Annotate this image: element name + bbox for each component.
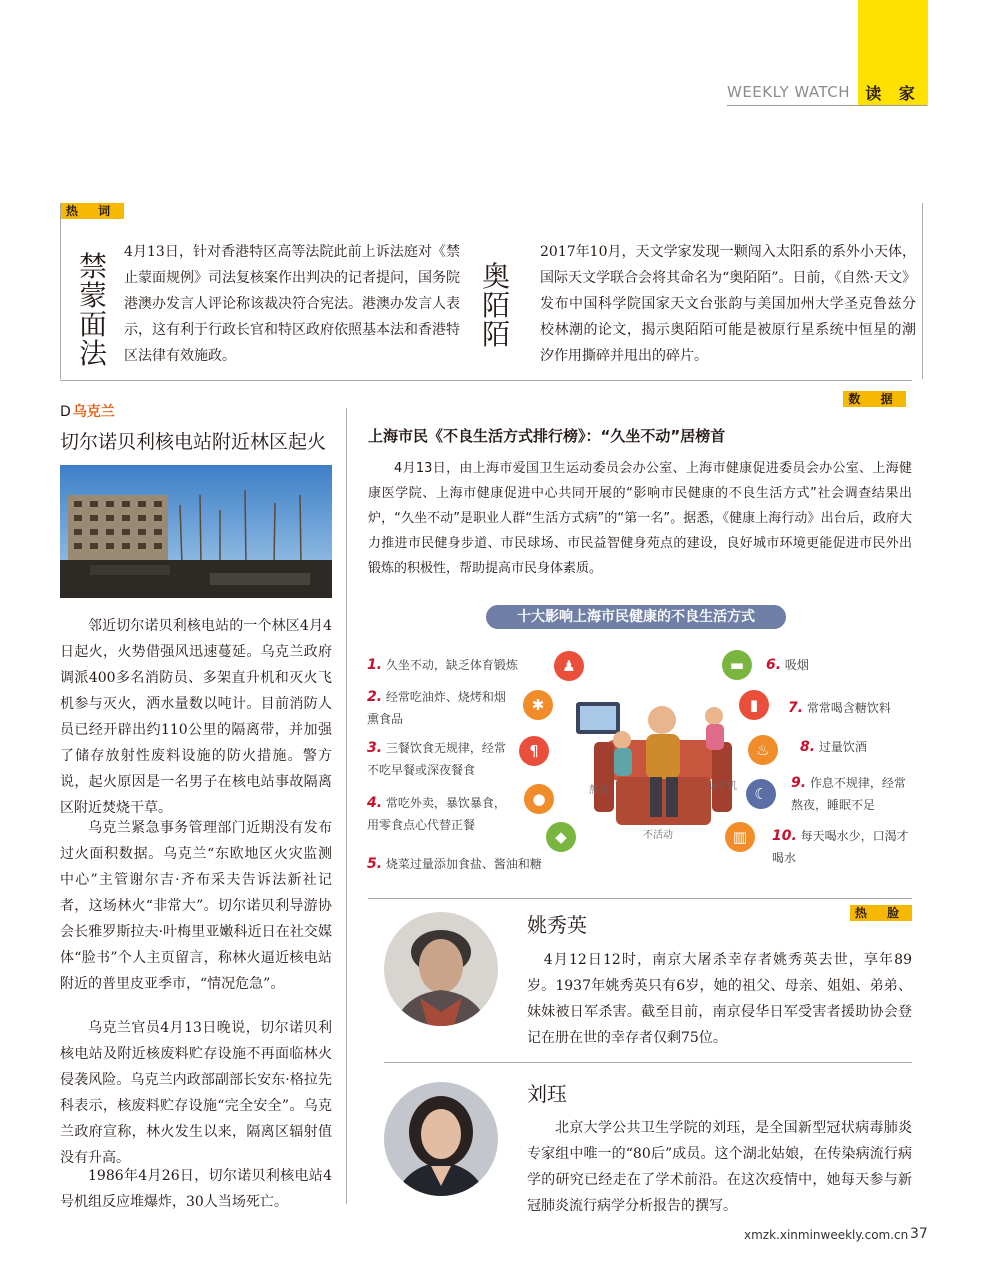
ukraine-paragraph-3: 乌克兰官员4月13日晚说，切尔诺贝利核电站及附近核废料贮存设施不再面临林火侵袭风险。乌克兰内政部副部长安东·格拉先科表示，核废料贮存设施“完全安全”。乌克兰政府宣称，林火发生以来，隔离区辐射值没有升高。	[60, 1020, 332, 1166]
item-1: 1. 久坐不动，缺乏体育锻炼	[367, 657, 518, 673]
alcohol-icon: ♨	[748, 735, 778, 765]
header-color-block	[858, 0, 928, 82]
header-rule	[727, 105, 927, 106]
smoking-icon: ▬	[722, 650, 752, 680]
data-headline: 上海市民《不良生活方式排行榜》：“久坐不动”居榜首	[368, 427, 726, 445]
data-tag: 数 据	[843, 391, 906, 407]
bbq-icon: ✱	[523, 690, 553, 720]
weekly-watch-label: WEEKLY WATCH	[727, 83, 851, 101]
avatar-liu-jue	[384, 1082, 498, 1196]
item-9: 9. 作息不规律，经常熬夜，睡眠不足	[791, 775, 906, 812]
section-divider	[60, 380, 912, 381]
ukraine-headline: 切尔诺贝利核电站附近林区起火	[60, 431, 327, 453]
column-divider	[346, 408, 347, 1204]
hot-words-tag: 热 词	[60, 203, 124, 219]
person2-text: 北京大学公共卫生学院的刘珏，是全国新型冠状病毒肺炎专家组中唯一的“80后”成员。这个湖北姑娘，在传染病流行病学的研究已经走在了学术前沿。在这次疫情中，她每天参与新冠肺炎流行病学分析报告的撰写。	[527, 1120, 912, 1214]
data-bottom-divider	[368, 898, 912, 899]
item-8: 8. 过量饮酒	[800, 739, 867, 755]
item-3: 3. 三餐饮食无规律，经常不吃早餐或深夜餐食	[367, 740, 506, 777]
data-text: 4月13日，由上海市爱国卫生运动委员会办公室、上海市健康促进委员会办公室、上海健康医学院、上海市健康促进中心共同开展的“影响市民健康的不良生活方式”社会调查结果出炉，“久坐不动”是职业人群“生活方式病”的“第一名”。据悉，《健康上海行动》出台后，政府大力推进市民健身步道、市民球场、市民益智健身苑点的建设，良好城市环境更能促进市民外出锻炼的积极性，帮助提高市民身体素质。	[368, 461, 912, 576]
moon-icon: ☾	[746, 779, 776, 809]
person1-name: 姚秀英	[527, 913, 587, 937]
item-6: 6. 吸烟	[766, 657, 809, 673]
item-2: 2. 经常吃油炸、烧烤和烟熏食品	[367, 689, 506, 726]
water-icon: ▥	[725, 822, 755, 852]
ukraine-paragraph-4: 1986年4月26日，切尔诺贝利核电站4号机组反应堆爆炸，30人当场死亡。	[60, 1168, 332, 1210]
faces-divider	[384, 1062, 912, 1063]
forest-fire-photo	[60, 465, 332, 598]
label-stay-up: 熬夜	[589, 785, 609, 796]
overeating-icon: ●	[524, 784, 554, 814]
section-label: 读 家	[858, 82, 928, 106]
meal-icon: ¶	[519, 736, 549, 766]
label-inactive: 不活动	[643, 830, 673, 841]
right-border	[922, 203, 923, 379]
salt-icon: ◆	[546, 822, 576, 852]
ukraine-paragraph-1: 邻近切尔诺贝利核电站的一个林区4月4日起火，火势借强风迅速蔓延。乌克兰政府调派400多名消防员、多架直升机和灭火飞机参与灭火，洒水量数以吨计。目前消防人员已经开辟出约110公里的隔离带，并加强了储存放射性废料设施的防火措施。警方说，起火原因是一名男子在核电站事故隔离区附近焚烧干草。	[60, 618, 332, 816]
label-phone: 玩手机	[707, 781, 737, 792]
person1-text: 4月12日12时，南京大屠杀幸存者姚秀英去世，享年89岁。1937年姚秀英只有6岁，她的祖父、母亲、姐姐、弟弟、妹妹被日军杀害。截至目前，南京侵华日军受害者援助协会登记在册在世的幸存者仅剩75位。	[527, 952, 912, 1046]
item-4: 4. 常吃外卖，暴饮暴食，用零食点心代替正餐	[367, 795, 506, 832]
footer-url: xmzk.xinminweekly.com.cn	[744, 1228, 909, 1242]
hot-faces-tag: 热 脸	[850, 905, 912, 921]
item-7: 7. 常常喝含糖饮料	[788, 700, 891, 716]
country-label: D 乌克兰	[60, 404, 115, 420]
sugar-drink-icon: ▮	[739, 690, 769, 720]
person2-name: 刘珏	[527, 1082, 567, 1106]
ukraine-paragraph-2: 乌克兰紧急事务管理部门近期没有发布过火面积数据。乌克兰“东欧地区火灾监测中心”主管谢尔吉·齐布采夫告诉法新社记者，这场林火“非常大”。切尔诺贝利导游协会长雅罗斯拉夫·叶梅里亚嫩科近日在社交媒体“脸书”个人主页留言，称林火逼近核电站附近的普里皮亚季市，“情况危急”。	[60, 820, 332, 992]
item-10: 10. 每天喝水少，口渴才喝水	[772, 828, 909, 865]
page-number: 37	[910, 1226, 928, 1242]
infographic-title: 十大影响上海市民健康的不良生活方式	[486, 605, 786, 629]
hot-word-title-2: 奥陌陌	[481, 260, 510, 351]
sitting-icon: ♟	[554, 651, 584, 681]
left-border	[60, 203, 61, 379]
hot-word-title-1: 禁蒙面法	[78, 250, 107, 370]
item-5: 5. 烧菜过量添加食盐、酱油和糖	[367, 856, 542, 872]
avatar-yao-xiuying	[384, 912, 498, 1026]
sofa-illustration	[566, 682, 738, 832]
hot-word-text-2: 2017年10月，天文学家发现一颗闯入太阳系的系外小天体，国际天文学联合会将其命名为“奥陌陌”。日前，《自然·天文》发布中国科学院国家天文台张韵与美国加州大学圣克鲁兹分校林潮的论文，揭示奥陌陌可能是被原行星系统中恒星的潮汐作用撕碎并甩出的碎片。	[540, 244, 916, 364]
hot-word-text-1: 4月13日，针对香港特区高等法院此前上诉法庭对《禁止蒙面规例》司法复核案作出判决的记者提问，国务院港澳办发言人评论称该裁决符合宪法。港澳办发言人表示，这有利于行政长官和特区政府依照基本法和香港特区法律有效施政。	[124, 244, 460, 364]
